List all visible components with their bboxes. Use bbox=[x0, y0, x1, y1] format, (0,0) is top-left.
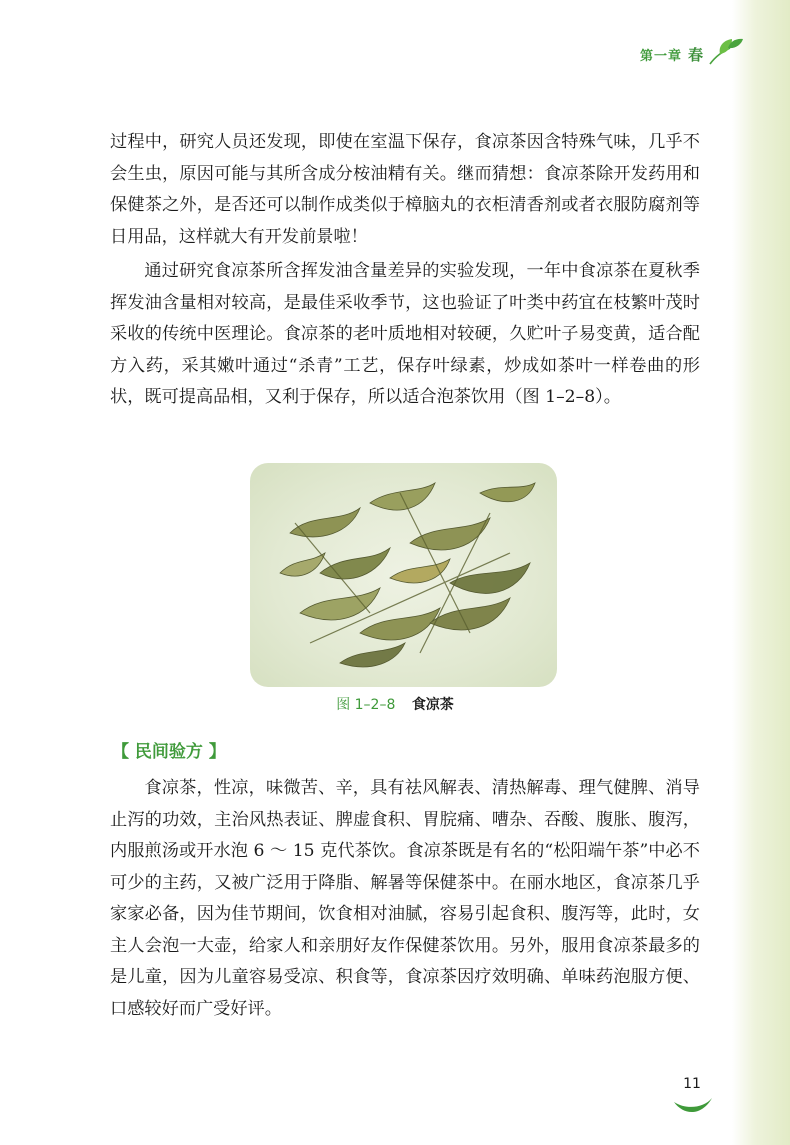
figure-caption bbox=[0, 694, 790, 714]
page-number: 11 bbox=[683, 1076, 701, 1092]
chapter-label: 第一章 bbox=[639, 49, 682, 64]
figure-title: 食凉茶 bbox=[411, 697, 454, 713]
paragraph: 通过研究食凉茶所含挥发油含量差异的实验发现，一年中食凉茶在夏秋季挥发油含量相对较高，是最佳采收季节，这也验证了叶类中药宜在枝繁叶茂时采收的传统中医理论。食凉茶的老叶质地相对较硬，久贮叶子易变黄，适合配方入药，采其嫩叶通过“杀青”工艺，保存叶绿素，炒成如茶叶一样卷曲的形状，既可提高品相，又利于保存，所以适合泡茶饮用（图 1–2–8）。 bbox=[110, 261, 700, 407]
paragraph: 食凉茶，性凉，味微苦、辛，具有祛风解表、清热解毒、理气健脾、消导止泻的功效，主治风热表证、脾虚食积、胃脘痛、嘈杂、吞酸、腹胀、腹泻，内服煎汤或开水泡 6 ～ 15 克代茶饮。食凉茶既是有名的“松阳端午茶”中必不可少的主药，又被广泛用于降脂、解暑等保健茶中。在丽水地区，食凉茶几乎家家必备，因为佳节期间，饮食相对油腻，容易引起食积、腹泻等，此时，女主人会泡一大壶，给家人和亲朋好友作保健茶饮用。另外，服用食凉茶最多的是儿童，因为儿童容易受凉、积食等，食凉茶因疗效明确、单味药泡服方便、口感较好而广受好评。 bbox=[110, 778, 700, 1019]
body-text-middle bbox=[110, 256, 700, 414]
running-header bbox=[640, 44, 704, 65]
section-heading: 【 民间验方 】 bbox=[112, 742, 226, 762]
side-decor-band bbox=[732, 0, 790, 1145]
season-label: 春 bbox=[687, 46, 704, 64]
tea-leaves-photo bbox=[250, 463, 557, 687]
body-text-top bbox=[110, 127, 700, 253]
body-text-bottom bbox=[110, 773, 700, 1025]
page-number-badge bbox=[668, 1076, 716, 1116]
paragraph: 过程中，研究人员还发现，即使在室温下保存，食凉茶因含特殊气味，几乎不会生虫，原因可能与其所含成分桉油精有关。继而猜想：食凉茶除开发药用和保健茶之外，是否还可以制作成类似于樟脑丸的衣柜清香剂或者衣服防腐剂等日用品，这样就大有开发前景啦！ bbox=[110, 132, 700, 247]
figure-number: 图 1–2–8 bbox=[336, 697, 396, 713]
